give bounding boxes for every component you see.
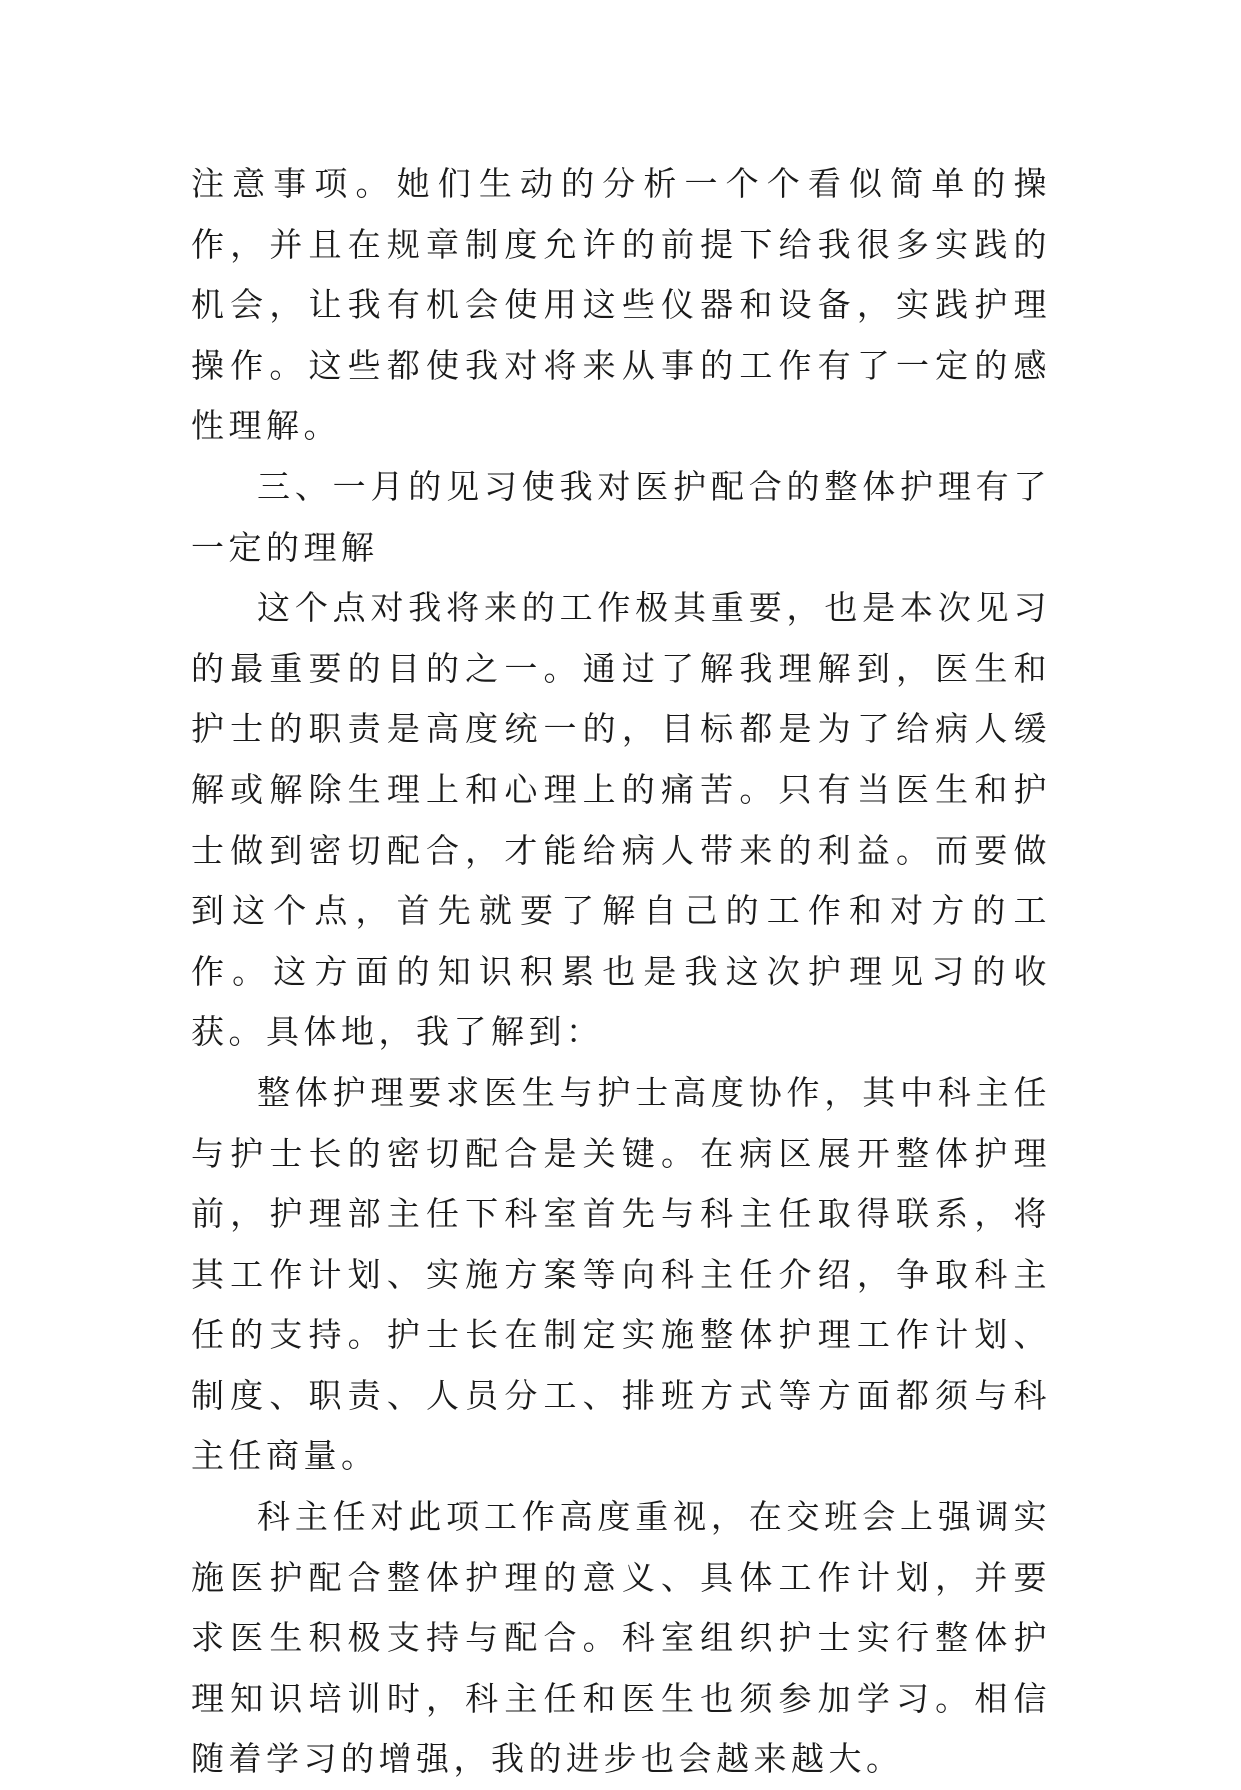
paragraph-collaboration: 整体护理要求医生与护士高度协作，其中科主任与护士长的密切配合是关键。在病区展开整体护理前，护理部主任下科室首先与科主任取得联系，将其工作计划、实施方案等向科主任介绍，争取科主任的支持。护士长在制定实施整体护理工作计划、制度、职责、人员分工、排班方式等方面都须与科主任商量。: [191, 1072, 1051, 1476]
paragraph-importance: 这个点对我将来的工作极其重要，也是本次见习的最重要的目的之一。通过了解我理解到，医生和护士的职责是高度统一的，目标都是为了给病人缓解或解除生理上和心理上的痛苦。只有当医生和护士做到密切配合，才能给病人带来的利益。而要做到这个点，首先就要了解自己的工作和对方的工作。这方面的知识积累也是我这次护理见习的收获。具体地，我了解到：: [191, 588, 1051, 1052]
paragraph-observation-continued: 注意事项。她们生动的分析一个个看似简单的操作，并且在规章制度允许的前提下给我很多实践的机会，让我有机会使用这些仪器和设备，实践护理操作。这些都使我对将来从事的工作有了一定的感性理解。: [191, 164, 1051, 446]
paragraph-director-support: 科主任对此项工作高度重视，在交班会上强调实施医护配合整体护理的意义、具体工作计划，并要求医生积极支持与配合。科室组织护士实行整体护理知识培训时，科主任和医生也须参加学习。相信随着学习的增强，我的进步也会越来越大。: [191, 1497, 1051, 1779]
document-body: [191, 154, 1051, 1790]
section-heading-three: 三、一月的见习使我对医护配合的整体护理有了一定的理解: [191, 466, 1051, 567]
